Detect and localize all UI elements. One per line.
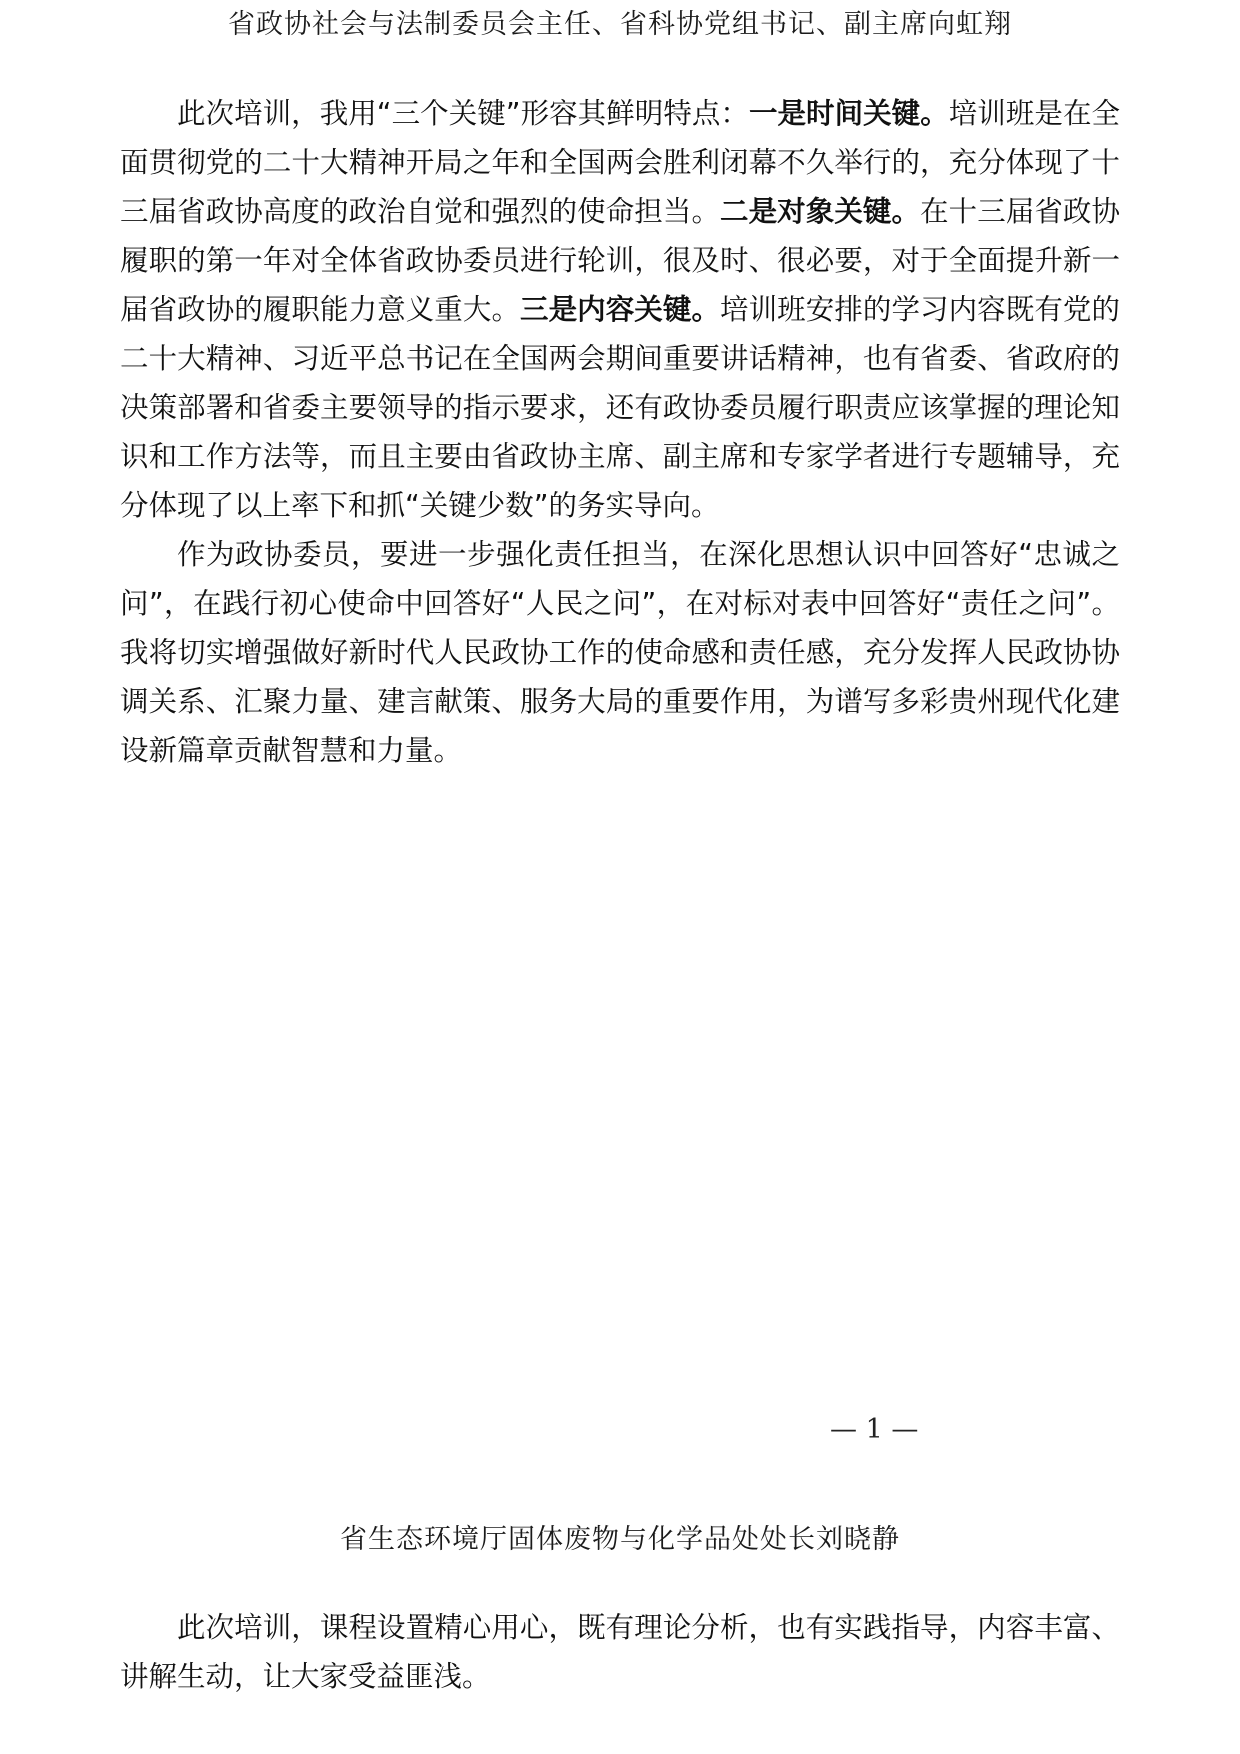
paragraph (120, 1603, 1120, 1701)
paragraph (120, 530, 1120, 775)
bold-key-phrase: 三是内容关键。 (520, 293, 721, 326)
text-run: 作为政协委员，要进一步强化责任担当，在深化思想认识中回答好“忠诚之问”，在践行初心使命中回答好“人民之问”，在对标对表中回答好“责任之问”。我将切实增强做好新时代人民政协工作的使命感和责任感，充分发挥人民政协协调关系、汇聚力量、建言献策、服务大局的重要作用，为谱写多彩贵州现代化建设新篇章贡献智慧和力量。 (120, 538, 1120, 767)
body-text-block (120, 1603, 1120, 1701)
body-text-block (120, 89, 1120, 775)
text-run: 此次培训，我用“三个关键”形容其鲜明特点： (177, 97, 749, 130)
text-run: 培训班安排的学习内容既有党的二十大精神、习近平总书记在全国两会期间重要讲话精神，也有省委、省政府的决策部署和省委主要领导的指示要求，还有政协委员履行职责应该掌握的理论知识和工作方法等，而且主要由省政协主席、副主席和专家学者进行专题辅导，充分体现了以上率下和抓“关键少数”的务实导向。 (120, 293, 1120, 522)
text-run: 此次培训，课程设置精心用心，既有理论分析，也有实践指导，内容丰富、讲解生动，让大家受益匪浅。 (120, 1611, 1120, 1693)
bold-key-phrase: 二是对象关键。 (720, 195, 921, 228)
text-run: 培训班是在全面贯彻党的二十大精神开局之年和全国两会胜利闭幕不久举行的，充分体现了十三届省政协高度的政治自觉和强烈的使命担当。 (120, 97, 1120, 228)
section-heading: 省生态环境厅固体废物与化学品处处长刘晓静 (340, 1524, 900, 1555)
text-run: 在十三届省政协履职的第一年对全体省政协委员进行轮训，很及时、很必要，对于全面提升新一届省政协的履职能力意义重大。 (120, 195, 1120, 326)
page-number: — 1 — (830, 1414, 919, 1445)
paragraph (120, 89, 1120, 530)
section-heading: 省政协社会与法制委员会主任、省科协党组书记、副主席向虹翔 (228, 9, 1012, 40)
bold-key-phrase: 一是时间关键。 (748, 97, 949, 130)
